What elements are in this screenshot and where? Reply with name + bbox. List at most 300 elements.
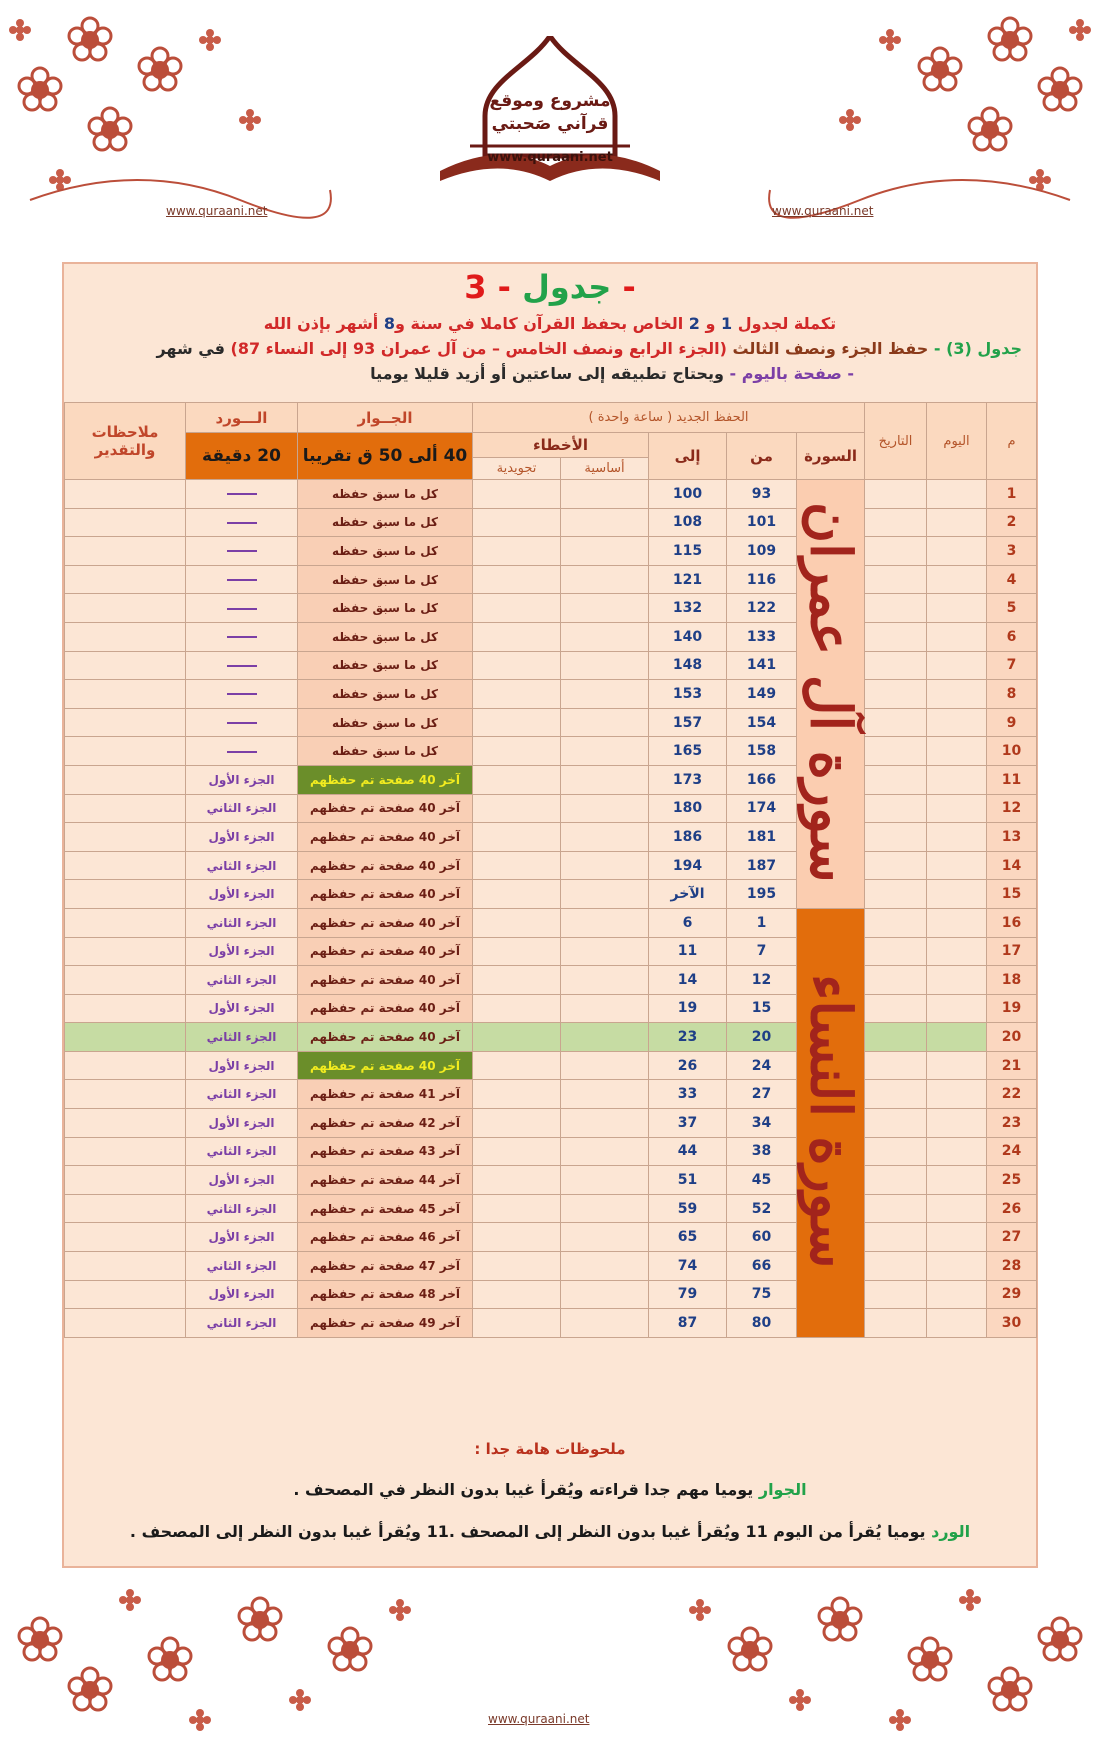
row-basic-errors: [561, 1109, 649, 1138]
row-basic-errors: [561, 966, 649, 995]
row-number: 8: [987, 680, 1037, 709]
l1a: تكملة لجدول: [732, 314, 837, 333]
row-from: 80: [727, 1309, 797, 1338]
row-jiwar: آخر 49 صفحة تم حفظهم: [298, 1309, 473, 1338]
row-date-cell: [865, 880, 927, 909]
row-day-cell: [927, 1023, 987, 1052]
row-day-cell: [927, 508, 987, 537]
row-to: 23: [649, 1023, 727, 1052]
row-to: 59: [649, 1194, 727, 1223]
row-date-cell: [865, 966, 927, 995]
row-tajweed-errors: [473, 908, 561, 937]
row-to: 65: [649, 1223, 727, 1252]
row-wird: الجزء الأول: [186, 880, 298, 909]
row-day-cell: [927, 851, 987, 880]
row-number: 10: [987, 737, 1037, 766]
row-tajweed-errors: [473, 1137, 561, 1166]
row-notes: [65, 594, 186, 623]
row-jiwar: آخر 40 صفحة تم حفظهم: [298, 1023, 473, 1052]
row-wird: الجزء الأول: [186, 937, 298, 966]
row-to: 37: [649, 1109, 727, 1138]
l3b: ويحتاج تطبيقه إلى ساعتين أو أزيد قليلا يوميا: [370, 364, 730, 383]
row-number: 11: [987, 765, 1037, 794]
row-date-cell: [865, 508, 927, 537]
row-notes: [65, 1023, 186, 1052]
row-from: 109: [727, 537, 797, 566]
row-from: 141: [727, 651, 797, 680]
row-basic-errors: [561, 1166, 649, 1195]
row-number: 30: [987, 1309, 1037, 1338]
col-from: من: [727, 433, 797, 480]
row-number: 25: [987, 1166, 1037, 1195]
table-row: [65, 1137, 1037, 1166]
table-row: [65, 537, 1037, 566]
row-number: 26: [987, 1194, 1037, 1223]
row-from: 174: [727, 794, 797, 823]
subtitle-line-2: [78, 339, 1022, 358]
table-row: [65, 480, 1037, 509]
row-tajweed-errors: [473, 1109, 561, 1138]
row-notes: [65, 880, 186, 909]
row-number: 20: [987, 1023, 1037, 1052]
col-wird: الـــورد: [186, 403, 298, 433]
row-wird: [186, 537, 298, 566]
row-notes: [65, 508, 186, 537]
row-date-cell: [865, 823, 927, 852]
row-from: 133: [727, 622, 797, 651]
row-jiwar: كل ما سبق حفظه: [298, 508, 473, 537]
col-date: التاريخ: [865, 403, 927, 480]
row-wird: الجزء الثاني: [186, 1137, 298, 1166]
l1b: 1: [721, 314, 733, 333]
note-wird: [64, 1522, 1036, 1541]
row-number: 4: [987, 565, 1037, 594]
row-date-cell: [865, 480, 927, 509]
col-new: الحفظ الجديد ( ساعة واحدة ): [473, 403, 865, 433]
row-from: 154: [727, 708, 797, 737]
table-row: [65, 880, 1037, 909]
row-day-cell: [927, 708, 987, 737]
l3a: - صفحة باليوم -: [729, 364, 854, 383]
table-row: [65, 794, 1037, 823]
row-wird: الجزء الثاني: [186, 966, 298, 995]
row-number: 15: [987, 880, 1037, 909]
row-tajweed-errors: [473, 823, 561, 852]
dash-mark: [227, 608, 257, 610]
row-notes: [65, 1309, 186, 1338]
row-from: 149: [727, 680, 797, 709]
dash-mark: [227, 636, 257, 638]
schedule-panel: [62, 262, 1038, 1568]
row-wird: الجزء الثاني: [186, 908, 298, 937]
row-tajweed-errors: [473, 708, 561, 737]
row-jiwar: آخر 41 صفحة تم حفظهم: [298, 1080, 473, 1109]
l2c: (الجزء الرابع ونصف الخامس – من آل عمران 93 إلى النساء 87): [230, 339, 727, 358]
row-notes: [65, 537, 186, 566]
row-number: 9: [987, 708, 1037, 737]
row-date-cell: [865, 1051, 927, 1080]
row-jiwar: آخر 44 صفحة تم حفظهم: [298, 1166, 473, 1195]
row-day-cell: [927, 1137, 987, 1166]
row-from: 158: [727, 737, 797, 766]
site-link-bottom[interactable]: www.quraani.net: [488, 1712, 590, 1726]
row-notes: [65, 1252, 186, 1281]
row-wird: الجزء الأول: [186, 1280, 298, 1309]
row-basic-errors: [561, 1223, 649, 1252]
dash-mark: [227, 665, 257, 667]
row-date-cell: [865, 1280, 927, 1309]
row-from: 116: [727, 565, 797, 594]
row-date-cell: [865, 1194, 927, 1223]
table-row: [65, 651, 1037, 680]
row-basic-errors: [561, 1280, 649, 1309]
row-day-cell: [927, 480, 987, 509]
row-tajweed-errors: [473, 880, 561, 909]
row-tajweed-errors: [473, 1252, 561, 1281]
table-row: [65, 937, 1037, 966]
row-from: 52: [727, 1194, 797, 1223]
row-tajweed-errors: [473, 737, 561, 766]
row-date-cell: [865, 794, 927, 823]
row-from: 38: [727, 1137, 797, 1166]
row-number: 3: [987, 537, 1037, 566]
col-num: م: [987, 403, 1037, 480]
row-to: 115: [649, 537, 727, 566]
row-to: 121: [649, 565, 727, 594]
row-jiwar: آخر 45 صفحة تم حفظهم: [298, 1194, 473, 1223]
row-tajweed-errors: [473, 937, 561, 966]
row-tajweed-errors: [473, 565, 561, 594]
row-to: 157: [649, 708, 727, 737]
note-wird-text: يوميا يُقرأ من اليوم 11 ويُقرأ غيبا بدون النظر إلى المصحف .11 ويُقرأ غيبا بدون النظر إلى المصحف .: [129, 1522, 932, 1541]
row-wird: [186, 480, 298, 509]
row-jiwar: آخر 40 صفحة تم حفظهم: [298, 823, 473, 852]
row-wird: الجزء الأول: [186, 765, 298, 794]
row-date-cell: [865, 1252, 927, 1281]
row-notes: [65, 622, 186, 651]
row-date-cell: [865, 537, 927, 566]
row-to: 14: [649, 966, 727, 995]
row-to: 33: [649, 1080, 727, 1109]
col-to: إلى: [649, 433, 727, 480]
row-number: 24: [987, 1137, 1037, 1166]
row-tajweed-errors: [473, 1280, 561, 1309]
row-jiwar: آخر 48 صفحة تم حفظهم: [298, 1280, 473, 1309]
row-day-cell: [927, 1252, 987, 1281]
row-basic-errors: [561, 1309, 649, 1338]
subtitle-line-1: [78, 314, 1022, 333]
l1c: و: [699, 314, 722, 333]
l1f: 8: [383, 314, 395, 333]
row-to: 173: [649, 765, 727, 794]
title-number: - 3 -: [464, 268, 636, 306]
row-wird: [186, 594, 298, 623]
row-notes: [65, 708, 186, 737]
row-tajweed-errors: [473, 794, 561, 823]
row-basic-errors: [561, 537, 649, 566]
row-notes: [65, 765, 186, 794]
row-number: 16: [987, 908, 1037, 937]
row-day-cell: [927, 1223, 987, 1252]
table-row: [65, 1051, 1037, 1080]
row-number: 7: [987, 651, 1037, 680]
row-notes: [65, 565, 186, 594]
row-basic-errors: [561, 908, 649, 937]
row-from: 12: [727, 966, 797, 995]
row-number: 23: [987, 1109, 1037, 1138]
table-row: [65, 1280, 1037, 1309]
dash-mark: [227, 522, 257, 524]
row-basic-errors: [561, 651, 649, 680]
table-row: [65, 851, 1037, 880]
l1g: أشهر بإذن الله: [263, 314, 384, 333]
row-to: 79: [649, 1280, 727, 1309]
col-jiwar: الجــوار: [298, 403, 473, 433]
col-jiwar-sub: 40 ألى 50 ق تقريبا: [298, 433, 473, 480]
table-row: [65, 680, 1037, 709]
row-date-cell: [865, 994, 927, 1023]
row-tajweed-errors: [473, 508, 561, 537]
dash-mark: [227, 751, 257, 753]
col-notes: ملاحظات والتقدير: [65, 403, 186, 480]
row-tajweed-errors: [473, 851, 561, 880]
row-tajweed-errors: [473, 765, 561, 794]
row-date-cell: [865, 1109, 927, 1138]
row-from: 187: [727, 851, 797, 880]
row-date-cell: [865, 1223, 927, 1252]
row-wird: الجزء الأول: [186, 994, 298, 1023]
row-notes: [65, 1051, 186, 1080]
row-from: 195: [727, 880, 797, 909]
table-row: [65, 765, 1037, 794]
row-jiwar: كل ما سبق حفظه: [298, 680, 473, 709]
row-wird: الجزء الثاني: [186, 1309, 298, 1338]
row-wird: [186, 565, 298, 594]
row-day-cell: [927, 908, 987, 937]
table-row: [65, 966, 1037, 995]
row-number: 12: [987, 794, 1037, 823]
l2b: حفظ الجزء ونصف الثالث: [726, 339, 929, 358]
row-day-cell: [927, 565, 987, 594]
row-wird: الجزء الثاني: [186, 1023, 298, 1052]
table-row: [65, 1309, 1037, 1338]
row-notes: [65, 937, 186, 966]
logo-line2: قرآني صَحبتي: [491, 114, 609, 134]
row-jiwar: آخر 40 صفحة تم حفظهم: [298, 966, 473, 995]
row-number: 1: [987, 480, 1037, 509]
row-notes: [65, 966, 186, 995]
row-basic-errors: [561, 880, 649, 909]
col-errors: الأخطاء: [473, 433, 649, 458]
row-from: 166: [727, 765, 797, 794]
table-row: [65, 594, 1037, 623]
row-basic-errors: [561, 794, 649, 823]
row-date-cell: [865, 937, 927, 966]
row-number: 6: [987, 622, 1037, 651]
row-wird: الجزء الثاني: [186, 1080, 298, 1109]
table-row: [65, 823, 1037, 852]
col-tajweed: تجويدية: [473, 458, 561, 480]
row-tajweed-errors: [473, 537, 561, 566]
row-jiwar: آخر 40 صفحة تم حفظهم: [298, 880, 473, 909]
row-basic-errors: [561, 565, 649, 594]
row-notes: [65, 480, 186, 509]
row-date-cell: [865, 1080, 927, 1109]
row-notes: [65, 1109, 186, 1138]
row-day-cell: [927, 794, 987, 823]
row-day-cell: [927, 937, 987, 966]
row-day-cell: [927, 651, 987, 680]
page-title: [64, 268, 1036, 306]
row-day-cell: [927, 680, 987, 709]
row-basic-errors: [561, 1252, 649, 1281]
logo-url: www.quraani.net: [487, 150, 613, 165]
row-to: 11: [649, 937, 727, 966]
row-date-cell: [865, 565, 927, 594]
row-jiwar: آخر 40 صفحة تم حفظهم: [298, 851, 473, 880]
row-wird: [186, 651, 298, 680]
row-notes: [65, 651, 186, 680]
row-day-cell: [927, 1309, 987, 1338]
site-link-top-right[interactable]: www.quraani.net: [772, 204, 874, 218]
row-day-cell: [927, 1166, 987, 1195]
row-to: 194: [649, 851, 727, 880]
table-row: [65, 622, 1037, 651]
row-to: 165: [649, 737, 727, 766]
row-wird: [186, 737, 298, 766]
row-to: الآخر: [649, 880, 727, 909]
row-basic-errors: [561, 1080, 649, 1109]
row-basic-errors: [561, 708, 649, 737]
row-tajweed-errors: [473, 1051, 561, 1080]
row-day-cell: [927, 1194, 987, 1223]
row-jiwar: كل ما سبق حفظه: [298, 537, 473, 566]
table-row: [65, 708, 1037, 737]
row-wird: الجزء الثاني: [186, 1252, 298, 1281]
row-notes: [65, 1080, 186, 1109]
row-wird: [186, 508, 298, 537]
row-date-cell: [865, 1309, 927, 1338]
row-from: 1: [727, 908, 797, 937]
row-day-cell: [927, 823, 987, 852]
row-number: 29: [987, 1280, 1037, 1309]
row-date-cell: [865, 1166, 927, 1195]
row-jiwar: كل ما سبق حفظه: [298, 480, 473, 509]
row-basic-errors: [561, 680, 649, 709]
row-tajweed-errors: [473, 594, 561, 623]
row-date-cell: [865, 1137, 927, 1166]
row-jiwar: آخر 40 صفحة تم حفظهم: [298, 1051, 473, 1080]
row-notes: [65, 1166, 186, 1195]
row-day-cell: [927, 966, 987, 995]
row-number: 2: [987, 508, 1037, 537]
dash-mark: [227, 722, 257, 724]
surah-an-nisa-label: [797, 908, 865, 1337]
row-tajweed-errors: [473, 994, 561, 1023]
row-basic-errors: [561, 1137, 649, 1166]
row-wird: [186, 622, 298, 651]
row-jiwar: كل ما سبق حفظه: [298, 622, 473, 651]
row-date-cell: [865, 708, 927, 737]
row-jiwar: آخر 42 صفحة تم حفظهم: [298, 1109, 473, 1138]
subtitle-line-3: [78, 364, 1022, 383]
row-tajweed-errors: [473, 1194, 561, 1223]
row-day-cell: [927, 1280, 987, 1309]
row-number: 18: [987, 966, 1037, 995]
row-wird: الجزء الأول: [186, 1109, 298, 1138]
row-wird: [186, 680, 298, 709]
row-basic-errors: [561, 737, 649, 766]
row-to: 108: [649, 508, 727, 537]
row-day-cell: [927, 594, 987, 623]
row-wird: الجزء الأول: [186, 1223, 298, 1252]
row-notes: [65, 1280, 186, 1309]
row-wird: الجزء الأول: [186, 1166, 298, 1195]
row-basic-errors: [561, 765, 649, 794]
table-row: [65, 508, 1037, 537]
row-day-cell: [927, 1051, 987, 1080]
row-number: 22: [987, 1080, 1037, 1109]
row-date-cell: [865, 651, 927, 680]
row-day-cell: [927, 622, 987, 651]
row-to: 19: [649, 994, 727, 1023]
table-row: [65, 908, 1037, 937]
row-number: 13: [987, 823, 1037, 852]
row-jiwar: آخر 40 صفحة تم حفظهم: [298, 994, 473, 1023]
row-basic-errors: [561, 1051, 649, 1080]
row-notes: [65, 680, 186, 709]
row-jiwar: آخر 46 صفحة تم حفظهم: [298, 1223, 473, 1252]
col-surah: السورة: [797, 433, 865, 480]
row-notes: [65, 994, 186, 1023]
l2d: في شهر: [156, 339, 231, 358]
row-basic-errors: [561, 994, 649, 1023]
row-wird: الجزء الثاني: [186, 1194, 298, 1223]
row-from: 122: [727, 594, 797, 623]
row-date-cell: [865, 851, 927, 880]
row-number: 17: [987, 937, 1037, 966]
row-tajweed-errors: [473, 1166, 561, 1195]
row-basic-errors: [561, 1194, 649, 1223]
row-to: 26: [649, 1051, 727, 1080]
table-row: [65, 1109, 1037, 1138]
row-wird: الجزء الأول: [186, 1051, 298, 1080]
row-wird: الجزء الثاني: [186, 851, 298, 880]
row-tajweed-errors: [473, 651, 561, 680]
row-jiwar: آخر 40 صفحة تم حفظهم: [298, 794, 473, 823]
surah-name: سورة آل عمران: [797, 501, 864, 883]
table-row: [65, 1166, 1037, 1195]
table-row: [65, 565, 1037, 594]
l1e: الخاص بحفظ القرآن كاملا في سنة و: [395, 314, 689, 333]
row-from: 181: [727, 823, 797, 852]
row-date-cell: [865, 594, 927, 623]
row-jiwar: آخر 43 صفحة تم حفظهم: [298, 1137, 473, 1166]
site-link-top-left[interactable]: www.quraani.net: [166, 204, 268, 218]
row-from: 93: [727, 480, 797, 509]
dash-mark: [227, 579, 257, 581]
row-notes: [65, 851, 186, 880]
row-date-cell: [865, 1023, 927, 1052]
row-to: 148: [649, 651, 727, 680]
row-from: 7: [727, 937, 797, 966]
title-word: جدول: [522, 268, 612, 306]
row-from: 24: [727, 1051, 797, 1080]
col-basic: أساسية: [561, 458, 649, 480]
row-basic-errors: [561, 851, 649, 880]
row-basic-errors: [561, 1023, 649, 1052]
row-tajweed-errors: [473, 480, 561, 509]
